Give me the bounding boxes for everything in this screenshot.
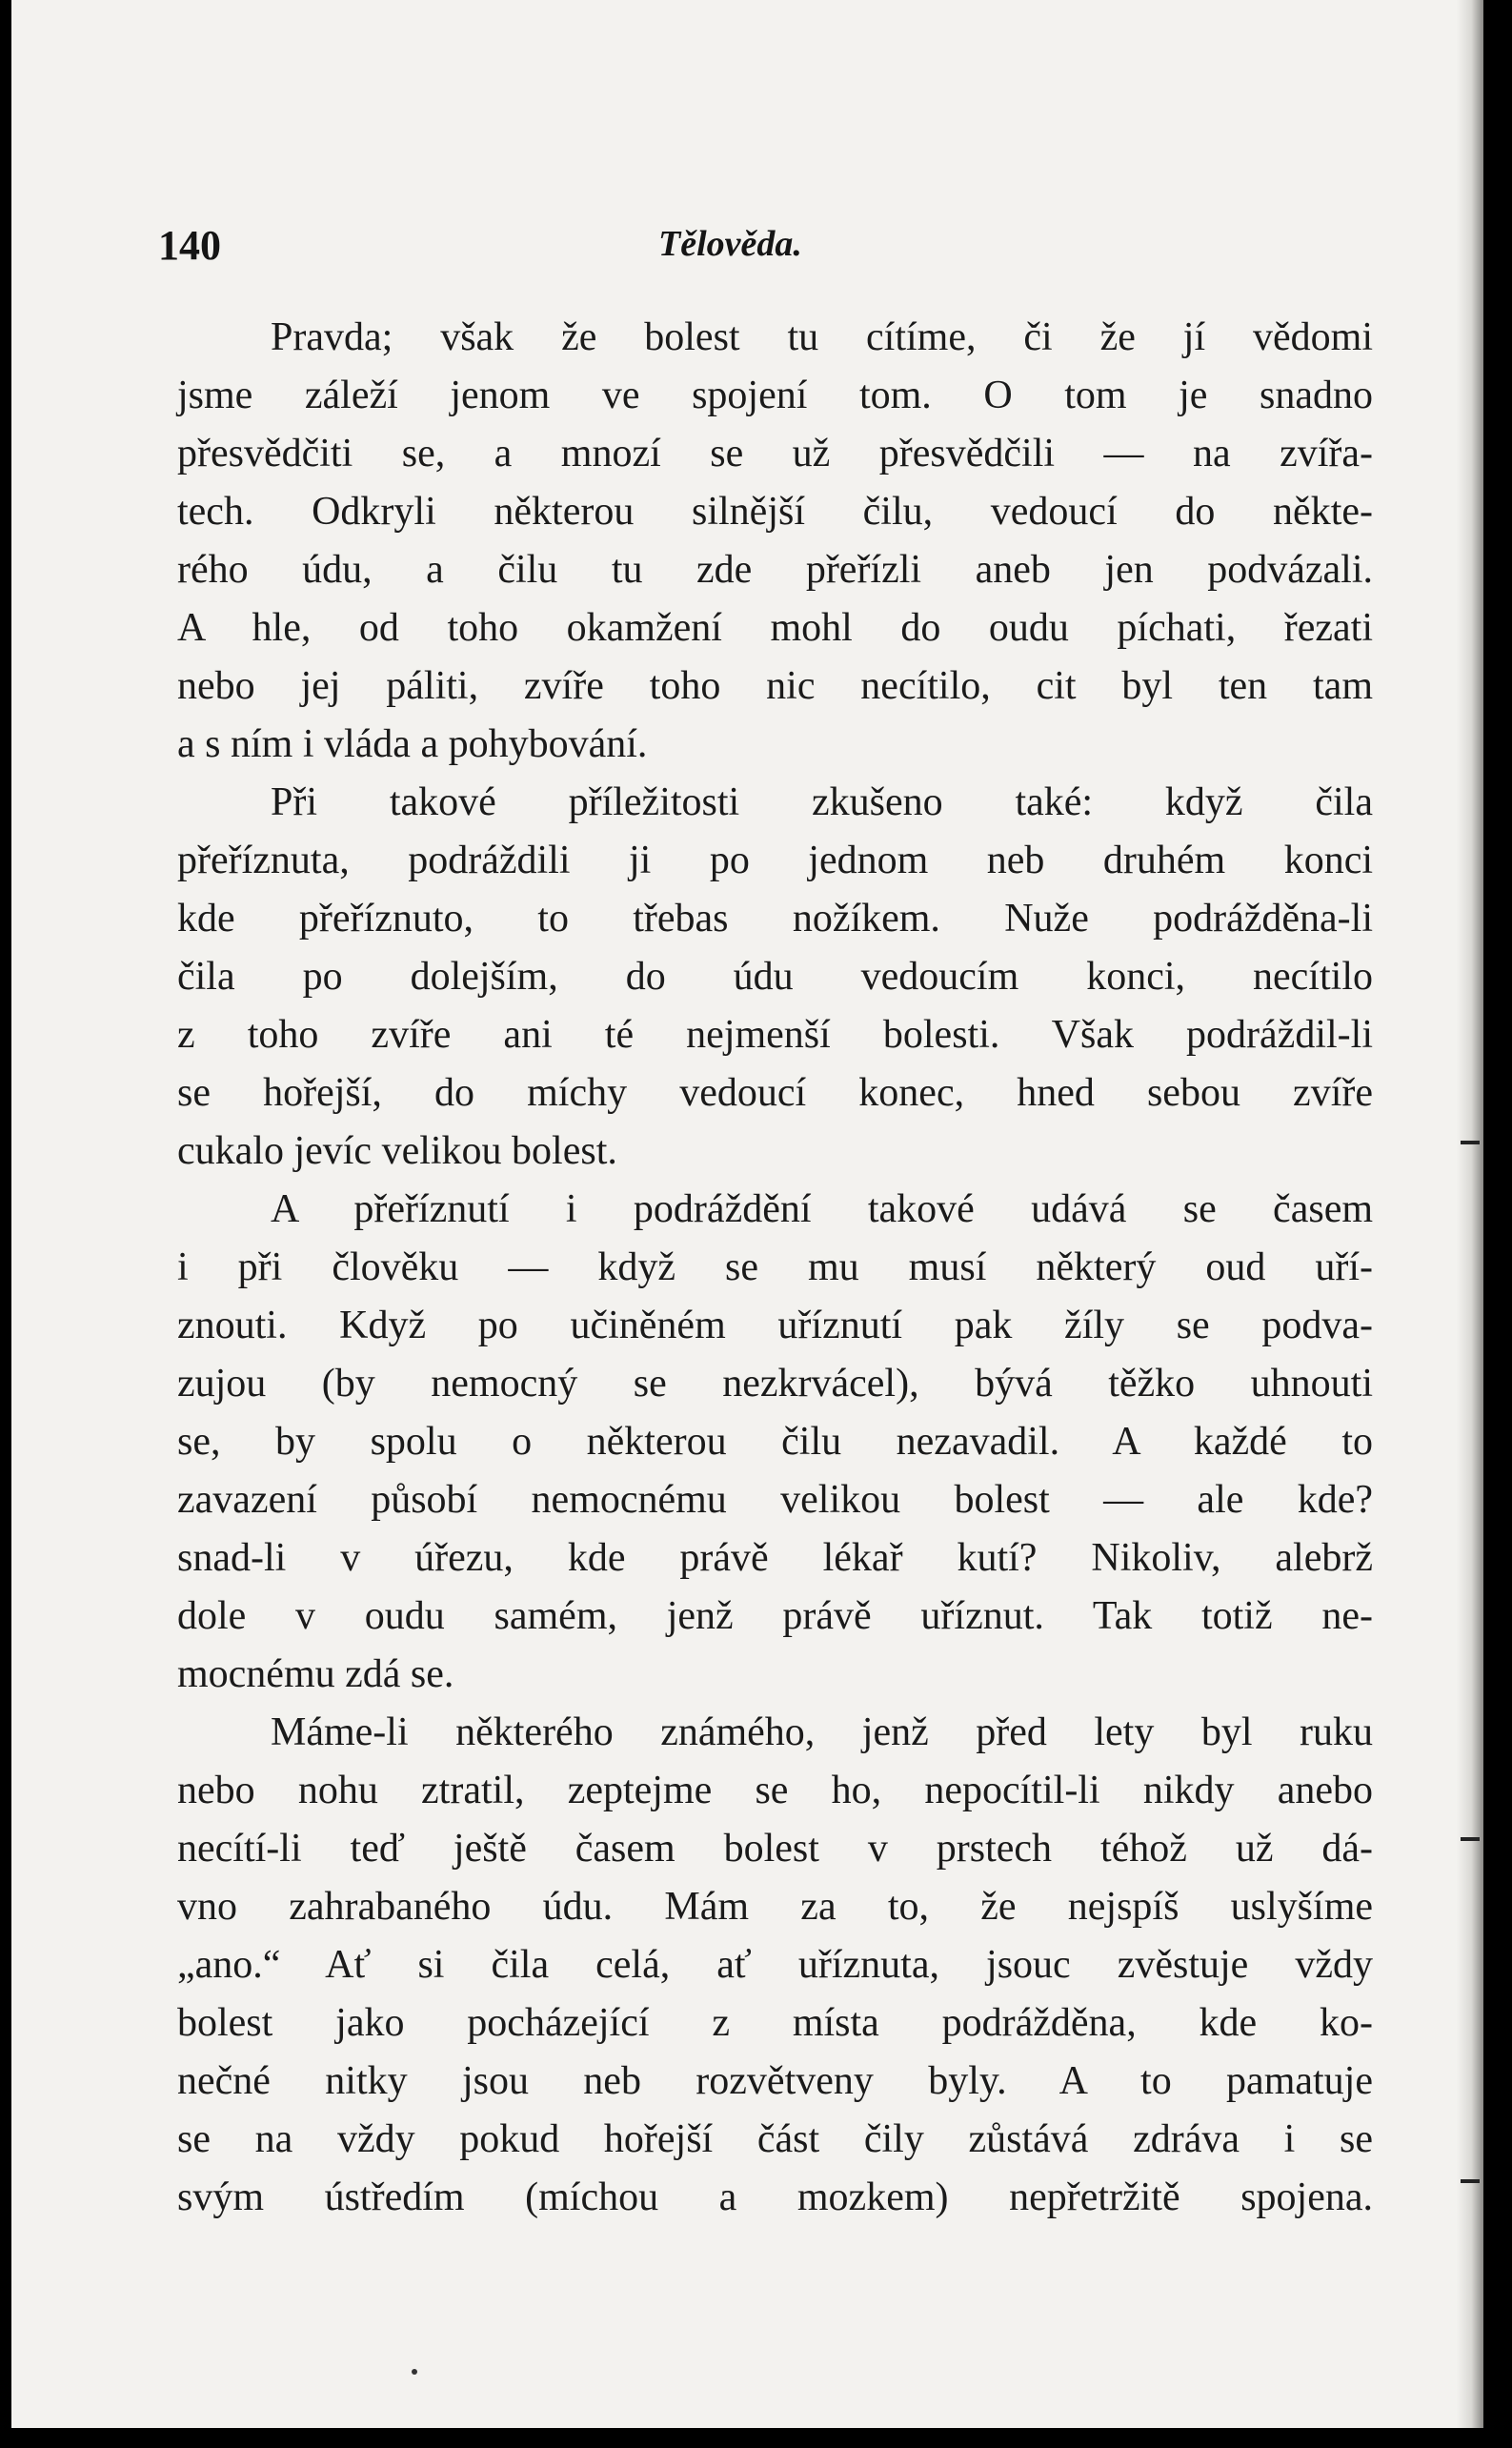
body-text — [177, 309, 1373, 2227]
page-edge-shadow — [1457, 0, 1483, 2428]
text-line: A hle, od toho okamžení mohl do oudu píchati, řezati — [177, 606, 1373, 650]
text-line: a s ním i vláda a pohybování. — [177, 722, 648, 766]
text-line: nečné nitky jsou neb rozvětveny byly. A to pamatuje — [177, 2059, 1373, 2103]
text-line: „ano.“ Ať si čila celá, ať uříznuta, jsouc zvěstuje vždy — [177, 1943, 1373, 1987]
text-line: čila po dolejším, do údu vedoucím konci, necítilo — [177, 955, 1373, 999]
text-line: se hořejší, do míchy vedoucí konec, hned sebou zvíře — [177, 1071, 1373, 1115]
text-line: Pravda; však že bolest tu cítíme, či že jí vědomi — [271, 315, 1373, 359]
text-line: cukalo jevíc velikou bolest. — [177, 1129, 617, 1173]
text-line: nebo nohu ztratil, zeptejme se ho, nepocítil-li nikdy anebo — [177, 1769, 1373, 1812]
text-line: snad-li v úřezu, kde právě lékař kutí? Nikoliv, alebrž — [177, 1536, 1373, 1580]
text-line: zujou (by nemocný se nezkrvácel), bývá těžko uhnouti — [177, 1362, 1373, 1406]
text-line: rého údu, a čilu tu zde přeřízli aneb jen podvázali. — [177, 548, 1373, 592]
text-line: svým ústředím (míchou a mozkem) nepřetržitě spojena. — [177, 2175, 1373, 2219]
page-number: 140 — [158, 222, 221, 269]
text-line: se, by spolu o některou čilu nezavadil. A každé to — [177, 1420, 1373, 1464]
text-line: vno zahrabaného údu. Mám za to, že nejspíš uslyšíme — [177, 1885, 1373, 1929]
text-line: kde přeříznuto, to třebas nožíkem. Nuže podrážděna-li — [177, 897, 1373, 941]
text-line: jsme záleží jenom ve spojení tom. O tom je snadno — [177, 374, 1373, 417]
text-line: nebo jej páliti, zvíře toho nic necítilo, cit byl ten tam — [177, 664, 1373, 708]
text-line: dole v oudu samém, jenž právě uříznut. Tak totiž ne- — [177, 1594, 1373, 1638]
text-line: i při člověku — když se mu musí některý oud uří- — [177, 1245, 1373, 1289]
edge-mark — [1461, 1141, 1480, 1144]
text-line: Máme-li některého známého, jenž před lety byl ruku — [271, 1710, 1373, 1754]
running-title: Tělověda. — [658, 224, 802, 264]
text-line: přeříznuta, podráždili ji po jednom neb druhém konci — [177, 839, 1373, 882]
edge-mark — [1461, 2179, 1480, 2183]
text-line: tech. Odkryli některou silnější čilu, vedoucí do někte- — [177, 490, 1373, 534]
text-line: přesvědčiti se, a mnozí se už přesvědčili — na zvířa- — [177, 432, 1373, 475]
text-line: Při takové příležitosti zkušeno také: když čila — [271, 780, 1373, 824]
text-line: A přeříznutí i podráždění takové udává se časem — [271, 1187, 1373, 1231]
text-line: mocnému zdá se. — [177, 1652, 454, 1696]
paper-speck — [412, 2369, 417, 2375]
text-line: se na vždy pokud hořejší část čily zůstává zdráva i se — [177, 2117, 1373, 2161]
text-line: zavazení působí nemocnému velikou bolest — ale kde? — [177, 1478, 1373, 1522]
text-line: bolest jako pocházející z místa podrážděna, kde ko- — [177, 2001, 1373, 2045]
text-line: z toho zvíře ani té nejmenší bolesti. Však podráždil-li — [177, 1013, 1373, 1057]
book-page — [11, 0, 1483, 2428]
page-header — [158, 221, 1368, 278]
edge-mark — [1461, 1837, 1480, 1841]
text-line: necítí-li teď ještě časem bolest v prstech téhož už dá- — [177, 1827, 1373, 1871]
text-line: znouti. Když po učiněném uříznutí pak žíly se podva- — [177, 1304, 1373, 1347]
